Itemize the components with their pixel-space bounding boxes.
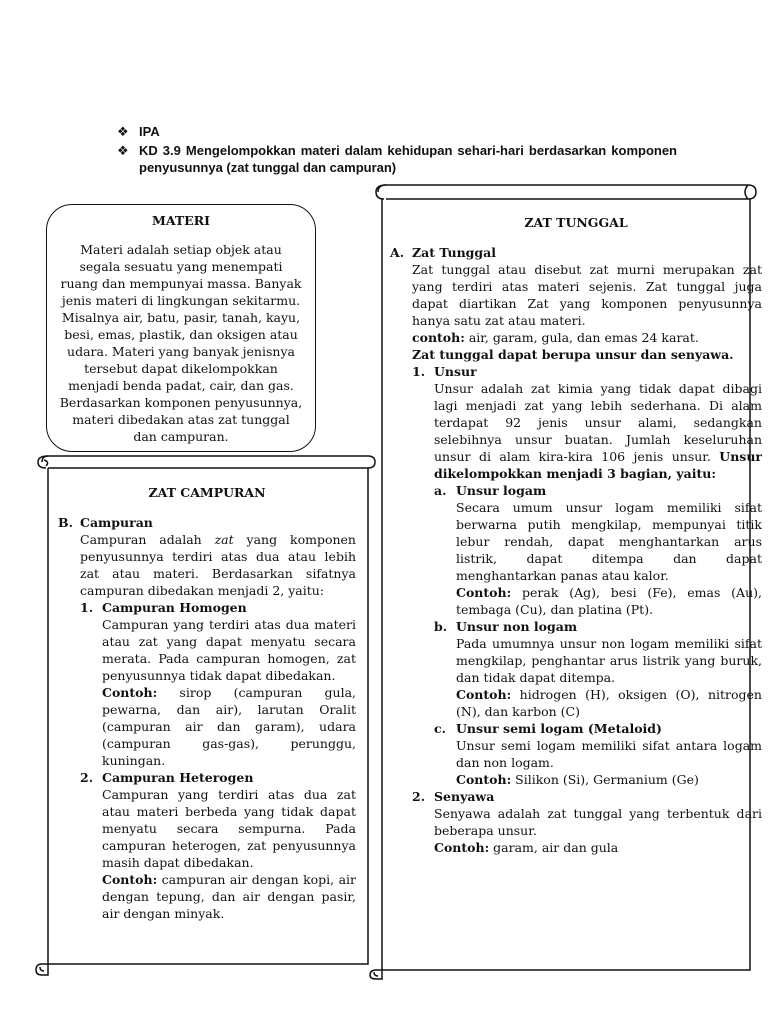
homogen-desc: Campuran yang terdiri atas dua materi atau zat yang dapat menyatu secara merata. Pada campuran homogen, zat penyusunnya tidak dapat dibedakan. [102, 617, 356, 683]
heterogen-desc: Campuran yang terdiri atas dua zat atau materi berbeda yang tidak dapat menyatu secara sempurna. Pada campuran heterogen, zat penyusunnya masih dapat dibedakan. [102, 787, 356, 870]
unsur-logam-contoh: Contoh: perak (Ag), besi (Fe), emas (Au), tembaga (Cu), dan platina (Pt). [456, 585, 762, 617]
homogen-num: 1. [80, 600, 94, 615]
tunggal-heading: Zat Tunggal [412, 245, 497, 260]
senyawa-heading-row [390, 788, 762, 805]
unsur-semilogam-heading: Unsur semi logam (Metaloid) [456, 721, 662, 736]
unsur-logam-heading-row [390, 482, 762, 499]
campuran-label: B. [58, 515, 73, 530]
unsur-logam-desc: Secara umum unsur logam memiliki sifat berwarna putih mengkilap, mempunyai titik lebur rendah, dapat menghantarkan arus listrik, dapat ditempa dan dapat menghantarkan panas atau kalor. [456, 500, 762, 583]
campuran-heading-row [58, 514, 356, 531]
tunggal-heading-row [390, 244, 762, 261]
homogen-heading: Campuran Homogen [102, 600, 247, 615]
unsur-semilogam-heading-row [390, 720, 762, 737]
diamond-bullet-icon: ❖ [117, 143, 129, 158]
materi-body: Materi adalah setiap objek atau segala sesuatu yang menempati ruang dan mempunyai massa. Banyak jenis materi di lingkungan sekitarmu. Misalnya air, batu, pasir, tanah, kayu, besi, emas, plastik, dan oksigen atau udara. Materi yang banyak jenisnya tersebut dapat dikelompokkan menjadi benda padat, cair, dan gas. Berdasarkan komponen penyusunnya, materi dibedakan atas zat tunggal dan campuran. [59, 242, 303, 444]
senyawa-heading: Senyawa [434, 789, 495, 804]
unsur-nonlogam-desc: Pada umumnya unsur non logam memiliki sifat mengkilap, penghantar arus listrik yang buruk, dan tidak dapat ditempa. [456, 636, 762, 685]
header-item-kd [117, 142, 677, 176]
unsur-desc: Unsur adalah zat kimia yang tidak dapat dibagi lagi menjadi zat yang lebih sederhana. Di alam terdapat 92 jenis unsur alami, sedangkan selebihnya unsur buatan. Jumlah keseluruhan unsur di alam kira-kira 106 jenis unsur. Unsur dikelompokkan menjadi 3 bagian, yaitu: [434, 381, 762, 481]
unsur-semilogam-letter: c. [434, 721, 446, 736]
subject-label: IPA [139, 124, 160, 139]
zat-tunggal-section [390, 214, 762, 856]
campuran-intro: Campuran adalah zat yang komponen penyusunnya terdiri atas dua atau lebih zat atau materi. Berdasarkan sifatnya campuran dibedakan menjadi 2, yaitu: [80, 532, 356, 598]
tunggal-bold-line: Zat tunggal dapat berupa unsur dan senyawa. [412, 347, 734, 362]
unsur-nonlogam-letter: b. [434, 619, 448, 634]
header-item-subject [117, 123, 677, 140]
header [117, 123, 677, 178]
senyawa-contoh: Contoh: garam, air dan gula [434, 840, 619, 855]
campuran-heterogen-heading-row [58, 769, 356, 786]
materi-box [46, 204, 316, 452]
senyawa-desc: Senyawa adalah zat tunggal yang terbentuk dari beberapa unsur. [434, 806, 762, 838]
unsur-heading: Unsur [434, 364, 477, 379]
unsur-nonlogam-heading: Unsur non logam [456, 619, 578, 634]
unsur-semilogam-contoh: Contoh: Silikon (Si), Germanium (Ge) [456, 772, 699, 787]
campuran-homogen-heading-row [58, 599, 356, 616]
unsur-heading-row [390, 363, 762, 380]
campuran-heading: Campuran [80, 515, 153, 530]
unsur-logam-letter: a. [434, 483, 447, 498]
heterogen-contoh: Contoh: campuran air dengan kopi, air dengan tepung, dan air dengan pasir, air dengan minyak. [102, 872, 356, 921]
unsur-nonlogam-heading-row [390, 618, 762, 635]
tunggal-desc: Zat tunggal atau disebut zat murni merupakan zat yang terdiri atas materi sejenis. Zat tunggal juga dapat diartikan Zat yang komponen penyusunnya hanya satu zat atau materi. [412, 262, 762, 328]
tunggal-label: A. [390, 245, 405, 260]
diamond-bullet-icon: ❖ [117, 124, 129, 139]
unsur-logam-heading: Unsur logam [456, 483, 547, 498]
homogen-contoh: Contoh: sirop (campuran gula, pewarna, dan air), larutan Oralit (campuran air dan garam), udara (campuran gas-gas), perunggu, kuningan. [102, 685, 356, 768]
unsur-semilogam-desc: Unsur semi logam memiliki sifat antara logam dan non logam. [456, 738, 762, 770]
kd-description: KD 3.9 Mengelompokkan materi dalam kehidupan sehari-hari berdasarkan komponen penyusunnya (zat tunggal dan campuran) [139, 143, 677, 175]
tunggal-contoh: contoh: air, garam, gula, dan emas 24 karat. [412, 330, 699, 345]
heterogen-heading: Campuran Heterogen [102, 770, 254, 785]
materi-title: MATERI [152, 213, 210, 228]
unsur-nonlogam-contoh: Contoh: hidrogen (H), oksigen (O), nitrogen (N), dan karbon (C) [456, 687, 762, 719]
unsur-num: 1. [412, 364, 426, 379]
heterogen-num: 2. [80, 770, 94, 785]
senyawa-num: 2. [412, 789, 426, 804]
zat-campuran-title: ZAT CAMPURAN [148, 485, 266, 500]
zat-campuran-section [58, 484, 356, 922]
zat-tunggal-title: ZAT TUNGGAL [524, 215, 628, 230]
